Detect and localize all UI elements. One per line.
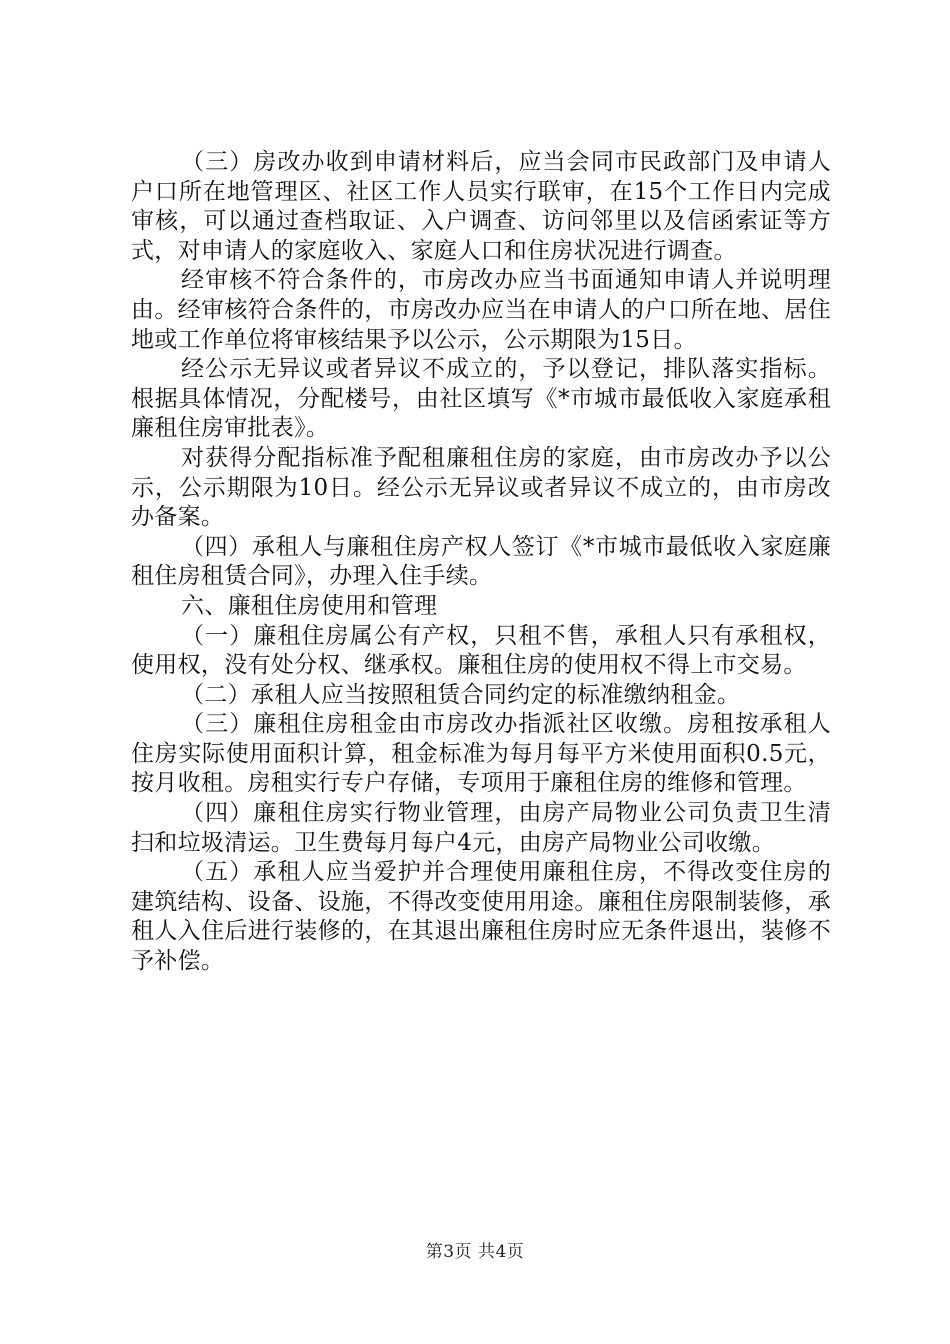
paragraph-review-result: 经审核不符合条件的，市房改办应当书面通知申请人并说明理由。经审核符合条件的，市房改办应当在申请人的户口所在地、居住地或工作单位将审核结果予以公示，公示期限为15日。 [131, 267, 831, 353]
paragraph-review-process: （三）房改办收到申请材料后，应当会同市民政部门及申请人户口所在地管理区、社区工作人员实行联审，在15个工作日内完成审核，可以通过查档取证、入户调查、访问邻里以及信函索证等方式，对申请人的家庭收入、家庭人口和住房状况进行调查。 [131, 149, 831, 264]
paragraph-property-management: （四）廉租住房实行物业管理，由房产局物业公司负责卫生清扫和垃圾清运。卫生费每月每户4元，由房产局物业公司收缴。 [131, 800, 831, 856]
paragraph-allocation-notice: 对获得分配指标准予配租廉租住房的家庭，由市房改办予以公示，公示期限为10日。经公示无异议或者异议不成立的，由市房改办备案。 [131, 444, 831, 531]
paragraph-renovation: （五）承租人应当爱护并合理使用廉租住房，不得改变住房的建筑结构、设备、设施，不得改变使用用途。廉租住房限制装修，承租人入住后进行装修的，在其退出廉租住房时应无条件退出，装修不予补偿。 [131, 859, 831, 975]
page-number-footer: 第3页 共4页 [425, 1242, 525, 1262]
paragraph-rent-collection: （三）廉租住房租金由市房改办指派社区收缴。房租按承租人住房实际使用面积计算，租金标准为每月每平方米使用面积0.5元，按月收租。房租实行专户存储，专项用于廉租住房的维修和管理。 [131, 711, 831, 797]
paragraph-lease-contract: （四）承租人与廉租住房产权人签订《*市城市最低收入家庭廉租住房租赁合同》，办理入住手续。 [131, 533, 831, 590]
paragraph-rent-payment: （二）承租人应当按照租赁合同约定的标准缴纳租金。 [181, 681, 741, 708]
document-body [131, 148, 831, 977]
section-heading-usage: 六、廉租住房使用和管理 [181, 592, 438, 619]
paragraph-registration: 经公示无异议或者异议不成立的，予以登记，排队落实指标。根据具体情况，分配楼号，由社区填写《*市城市最低收入家庭承租廉租住房审批表》。 [131, 356, 831, 442]
paragraph-property-rights: （一）廉租住房属公有产权，只租不售，承租人只有承租权，使用权，没有处分权、继承权。廉租住房的使用权不得上市交易。 [131, 622, 831, 679]
